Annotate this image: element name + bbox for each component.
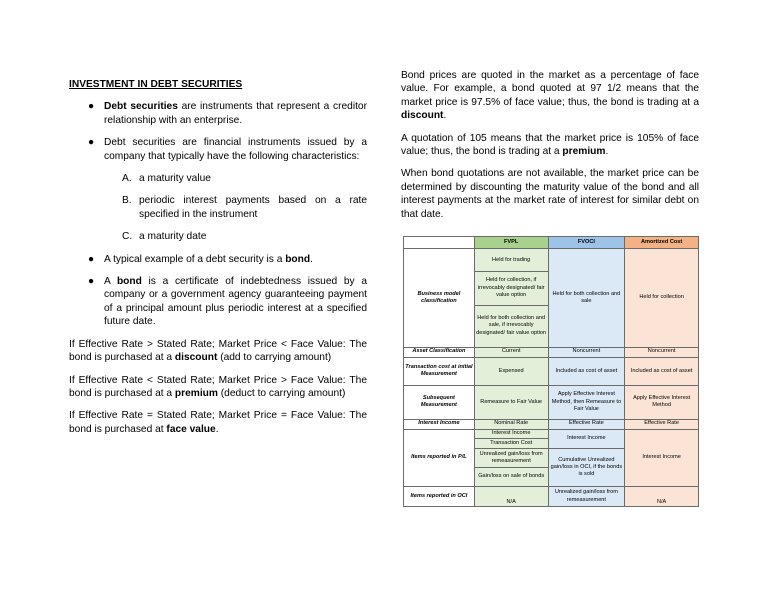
bullet-icon: ● [88,137,95,149]
term-discount: discount [401,110,444,122]
characteristics-list [69,172,367,244]
table-cell: Current [474,347,548,357]
bullet-text: Debt securities are financial instruments issued by a company that typically have the following characteristics: [104,137,367,162]
term-debt-securities: Debt securities [104,101,178,113]
face-value-rule [69,409,367,436]
quotation-paragraph [401,132,699,159]
rule-text: If Effective Rate < Stated Rate; Market Price > Face Value: The bond is purchased at a [69,374,367,399]
row-label-subsequent-measurement: Subsequent Measurement [404,386,475,419]
header-amortized-cost: Amortized Cost [625,237,699,249]
item-letter: A. [122,173,132,185]
paragraph-text: Bond prices are quoted in the market as a percentage of face value. For example, a bond quoted at 97 1/2 means that the market price is 97.5% of face value; thus, the bond is trading at a [401,70,699,108]
rule-text: (deduct to carrying amount) [217,387,346,399]
header-fvoci: FVOCI [548,237,625,249]
table-cell: Held for both collection and sale, if irrevocably designated/ fair value option [474,305,548,347]
bullet-debt-securities-definition [69,100,367,127]
bullet-text: . [310,253,313,265]
item-letter: B. [122,195,132,207]
bullet-characteristics [69,136,367,163]
comparison-table [403,236,699,507]
right-column [401,69,699,230]
table-cell: Interest Income [625,429,699,487]
table-cell: Noncurrent [548,347,625,357]
table-cell: N/A [474,487,548,507]
bullet-icon: ● [88,276,95,288]
row-label-items-pl: Items reported in P/L [404,429,475,487]
row-label-asset-classification: Asset Classification [404,347,475,357]
term-face-value: face value [166,423,216,435]
bullet-text: is a certificate of indebtedness issued by a company or a government agency guaranteeing payment of a principal amount plus periodic interest at a specified future date. [104,276,367,328]
table-cell: Transaction Cost [474,439,548,449]
table-cell: Noncurrent [625,347,699,357]
table-cell: Expensed [474,357,548,386]
table-cell: Held for both collection and sale [548,249,625,347]
bullet-bond-definition [69,275,367,329]
term-bond: bond [285,253,311,265]
rule-text: If Effective Rate > Stated Rate; Market Price < Face Value: The bond is purchased at a [69,338,367,364]
discount-rule [69,338,367,365]
bullet-text: are instruments that represent a creditor relationship with an enterprise. [104,101,367,126]
term-premium: premium [174,387,218,399]
bullet-list-2 [69,253,367,329]
table-cell: Held for collection, if irrevocably designated/ fair value option [474,272,548,305]
section-heading: INVESTMENT IN DEBT SECURITIES [69,79,243,90]
classification-table [403,236,699,507]
market-price-paragraph: When bond quotations are not available, the market price can be determined by discounting the maturity value of the bond and all interest payments at the market rate of interest for similar debt on that date. [401,168,699,220]
table-cell: Included as cost of asset [548,357,625,386]
term-bond: bond [116,276,142,288]
table-row [404,249,699,272]
table-cell: Held for collection [625,249,699,347]
table-cell: Apply Effective Interest Method, then Remeasure to Fair Value [548,386,625,419]
bullet-bond-example [69,253,367,266]
table-cell: Unrealized gain/loss from remeasurement [548,487,625,507]
term-premium: premium [562,146,606,158]
table-cell: Gain/loss on sale of bonds [474,468,548,487]
table-cell: Effective Rate [625,419,699,429]
table-cell: Unrealized gain/loss from remeasurement [474,449,548,468]
row-label-items-oci: Items reported in OCI [404,487,475,507]
item-text: periodic interest payments based on a rate specified in the instrument [139,195,367,220]
table-cell: Interest Income [548,429,625,449]
table-row [404,429,699,439]
bullet-list [69,100,367,163]
header-blank [404,237,475,249]
characteristic-item [69,194,367,221]
table-row [404,419,699,429]
rule-text: . [215,423,219,435]
table-cell: Nominal Rate [474,419,548,429]
term-discount: discount [174,352,218,364]
paragraph-text: . [605,146,609,158]
item-text: a maturity date [139,231,207,243]
table-cell: Effective Rate [548,419,625,429]
table-row [404,487,699,507]
table-cell: Included as cost of asset [625,357,699,386]
table-row [404,357,699,386]
premium-rule [69,374,367,401]
table-cell: Apply Effective Interest Method [625,386,699,419]
table-row [404,347,699,357]
table-row [404,386,699,419]
table-cell: Cumulative Unrealized gain/loss in OCI, if the bonds is sold [548,449,625,487]
item-text: a maturity value [139,173,211,185]
header-fvpl: FVPL [474,237,548,249]
left-column [69,78,367,445]
row-label-business-model: Business model classification [404,249,475,347]
bullet-text: A typical example of a debt security is a [104,253,286,265]
row-label-interest-income: Interest Income [404,419,475,429]
paragraph-text: A quotation of 105 means that the market price is 105% of face value; thus, the bond is trading at a [401,132,699,158]
characteristic-item [69,172,367,185]
rule-text: (add to carrying amount) [217,352,332,364]
table-cell: Remeasure to Fair Value [474,386,548,419]
bond-price-paragraph [401,69,699,123]
row-label-transaction-cost: Transaction cost at initial Measurement [404,357,475,386]
item-letter: C. [122,231,133,243]
characteristic-item [69,230,367,243]
bullet-icon: ● [88,101,95,113]
table-cell: Interest Income [474,429,548,439]
bullet-text: A [104,276,117,288]
table-header-row [404,237,699,249]
paragraph-text: . [443,110,447,122]
rule-text: If Effective Rate = Stated Rate; Market Price = Face Value: The bond is purchased at [69,410,367,435]
table-cell: N/A [625,487,699,507]
table-cell: Held for trading [474,249,548,272]
bullet-icon: ● [88,253,95,265]
